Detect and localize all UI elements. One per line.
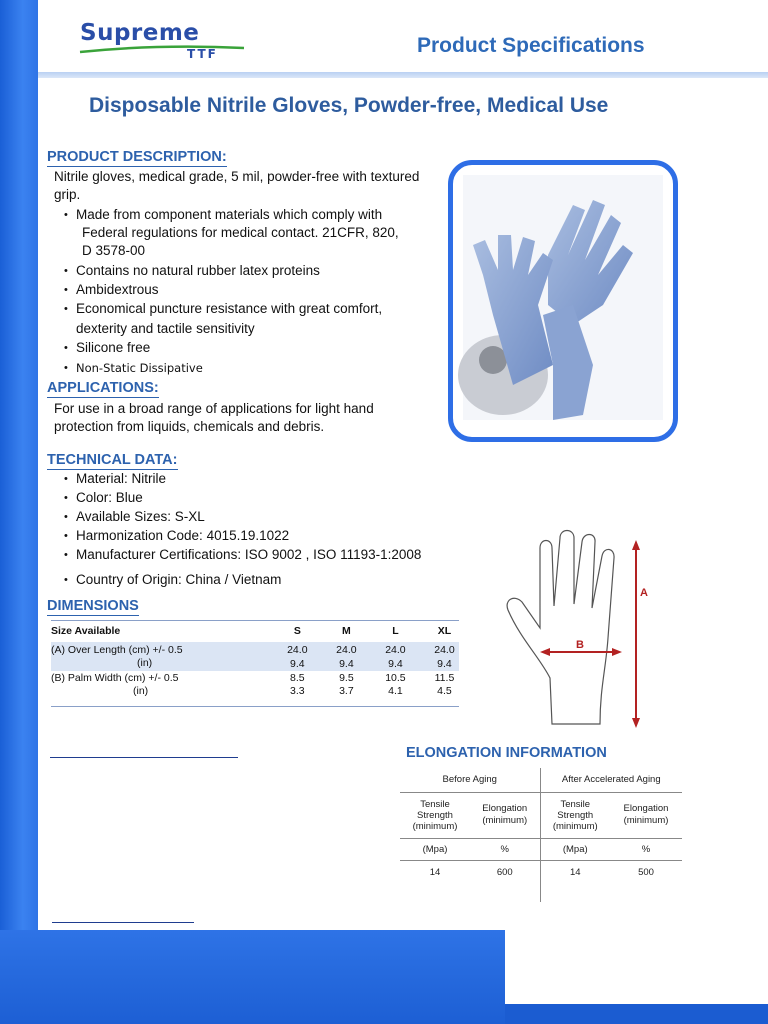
decorative-underline [50,757,238,758]
gloves-image-icon [453,165,673,437]
dimensions-row-unit: (in) [133,685,149,697]
dimensions-cell: 9.4 [339,657,354,670]
elongation-value: 500 [638,866,654,878]
dimensions-table [51,620,459,698]
description-bullet: • Economical puncture resistance with great comfort, [76,300,382,319]
section-heading-dimensions: DIMENSIONS [47,598,139,614]
bottom-accent-strip [505,1004,768,1024]
description-bullet-cont: Federal regulations for medical contact. 21CFR, 820, [82,225,399,240]
description-intro-line1: Nitrile gloves, medical grade, 5 mil, powder-free with textured [54,169,420,184]
description-intro-line2: grip. [54,187,81,202]
description-bullet: • Made from component materials which comply with [76,206,382,225]
dimensions-row-label: (A) Over Length (cm) +/- 0.5 [51,644,183,656]
hand-dimension-diagram [500,528,660,728]
description-bullet-cont: D 3578-00 [82,243,146,258]
dimensions-cell: 9.4 [290,657,305,670]
dimensions-cell: 10.5 [385,672,406,684]
dimensions-cell: 3.3 [290,685,305,697]
dimensions-header-row [51,620,459,642]
dimensions-cell: 24.0 [434,644,455,656]
table-row [400,860,682,884]
dimensions-cell: 3.7 [339,685,354,697]
dimensions-cell: 4.5 [437,685,452,697]
dimensions-row-unit: (in) [137,657,153,669]
dimensions-col-label: Size Available [51,624,121,637]
technical-bullet: • Material: Nitrile [76,470,166,489]
page-header-title: Product Specifications [417,34,645,57]
dimension-label-a: A [640,587,648,599]
dimension-label-b: B [576,639,584,651]
dimensions-table-bottom-rule [51,706,459,707]
elongation-unit: % [641,843,651,855]
elongation-value: 600 [470,860,540,884]
decorative-underline [52,922,194,923]
header-divider [38,72,768,78]
dimensions-cell: 11.5 [434,672,455,684]
table-row [400,768,682,792]
dimensions-col-s: S [293,624,301,637]
dimensions-cell: 4.1 [388,685,403,697]
section-heading-applications: APPLICATIONS: [47,380,159,396]
table-row [51,642,459,657]
technical-bullet: • Country of Origin: China / Vietnam [76,571,281,590]
section-heading-elongation: ELONGATION INFORMATION [406,745,607,761]
elongation-value: 14 [429,866,441,878]
dimensions-cell: 9.4 [437,657,452,670]
table-row [400,838,682,860]
description-bullet: • Ambidextrous [76,281,159,300]
company-logo [78,20,248,66]
elongation-unit: (Mpa) [422,843,448,855]
arrow-head-icon [612,648,622,656]
section-heading-description: PRODUCT DESCRIPTION: [47,149,227,165]
dimensions-cell: 24.0 [385,644,406,656]
dimensions-cell: 8.5 [290,672,305,684]
dimensions-cell: 24.0 [336,644,357,656]
table-row [400,884,682,902]
section-heading-technical: TECHNICAL DATA: [47,452,178,468]
left-accent-bar [0,0,38,1024]
technical-bullet: • Harmonization Code: 4015.19.1022 [76,527,289,546]
dimensions-col-m: M [341,624,351,637]
elongation-col-elong: Elongation (minimum) [623,803,669,826]
description-bullet: • Non-Static Dissipative [76,359,203,379]
dimensions-cell: 24.0 [287,644,308,656]
table-row [51,671,459,685]
product-photo [448,160,678,442]
document-title: Disposable Nitrile Gloves, Powder-free, Medical Use [89,94,609,117]
description-bullet-cont: dexterity and tactile sensitivity [76,321,255,336]
elongation-unit: % [470,838,540,860]
bottom-accent-bar [0,930,505,1024]
arrow-head-icon [632,718,640,728]
elongation-col-elong: Elongation (minimum) [470,792,540,838]
applications-line2: protection from liquids, chemicals and debris. [54,419,325,434]
elongation-group-after: After Accelerated Aging [561,774,661,786]
description-bullet: • Contains no natural rubber latex proteins [76,262,320,281]
technical-bullet: • Available Sizes: S-XL [76,508,205,527]
technical-bullet: • Color: Blue [76,489,143,508]
elongation-value: 14 [569,866,581,878]
logo-subtext: TTF [187,47,218,61]
hand-outline-icon [507,531,614,725]
table-row [400,792,682,838]
elongation-table [400,768,682,902]
dimensions-col-xl: XL [437,624,452,637]
technical-bullet: • Manufacturer Certifications: ISO 9002 , ISO 11193-1:2008 [76,546,421,565]
table-row [51,685,459,698]
applications-line1: For use in a broad range of applications for light hand [54,401,374,416]
elongation-unit: (Mpa) [562,843,588,855]
dimensions-row-label: (B) Palm Width (cm) +/- 0.5 [51,672,179,684]
elongation-col-tensile: Tensile Strength (minimum) [552,798,598,832]
dimensions-col-l: L [392,624,399,637]
dimensions-cell: 9.4 [388,657,403,670]
logo-wordmark: Supreme [80,20,200,46]
elongation-col-tensile: Tensile Strength (minimum) [412,798,458,832]
table-row [51,657,459,671]
dimensions-cell: 9.5 [339,672,354,684]
arrow-head-icon [632,540,640,550]
description-bullet: • Silicone free [76,339,150,358]
elongation-group-before: Before Aging [400,768,540,792]
